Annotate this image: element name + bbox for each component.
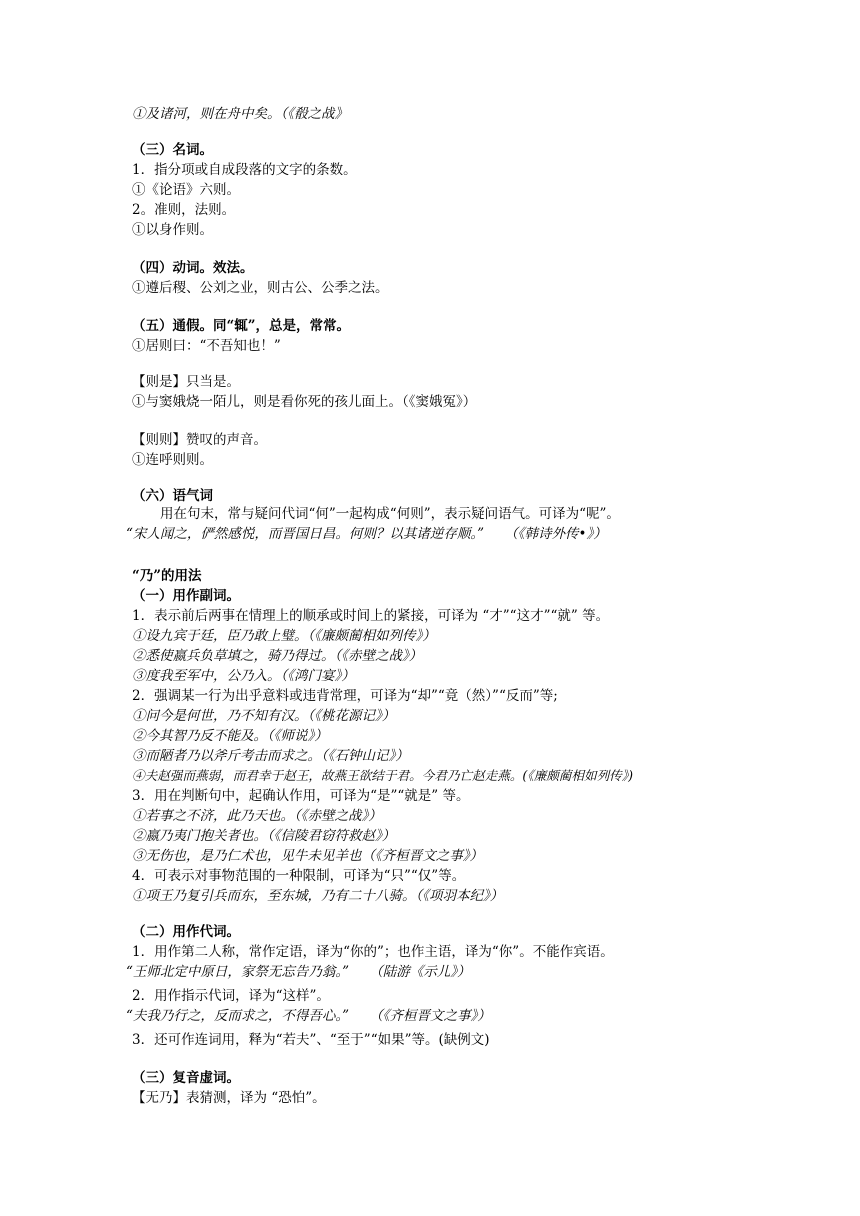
example-line: ③度我至军中，公乃入。（《鸿门宴》） [132, 668, 355, 684]
example-line: ①若事之不济，此乃天也。（《赤壁之战》） [132, 808, 382, 824]
example-line: ①以身作则。 [132, 222, 213, 238]
example-line: ①问今是何世，乃不知有汉。（《桃花源记》） [132, 708, 396, 724]
example-line: ①遵后稷、公刘之业，则古公、公季之法。 [132, 280, 389, 296]
example-line: “夫我乃行之，反而求之，不得吾心。” （《齐桓晋文之事》） [126, 1008, 491, 1024]
definition-line: 3．用在判断句中，起确认作用，可译为“是”“就是” 等。 [132, 788, 470, 804]
section-heading: （二）用作代词。 [132, 924, 240, 940]
example-line: ①及诸河，则在舟中矣。（《殽之战》 [132, 106, 348, 122]
example-line: ①项王乃复引兵而东，至东城，乃有二十八骑。（《项羽本纪》） [132, 888, 504, 904]
definition-line: 2．用作指示代词，译为“这样”。 [132, 988, 330, 1004]
example-line: ①连呼则则。 [132, 452, 213, 468]
entry-heading: 【无乃】表猜测，译为 “恐怕”。 [132, 1090, 326, 1106]
example-line: ②今其智乃反不能及。（《师说》） [132, 728, 328, 744]
example-line: ①设九宾于廷，臣乃敢上璧。（《廉颇蔺相如列传》） [132, 628, 436, 644]
section-heading: （六）语气词 [132, 488, 213, 504]
example-line: ①《论语》六则。 [132, 182, 240, 198]
example-line: “宋人闻之，俨然感悦，而晋国日昌。何则？以其诸逆存顺。” （《韩诗外传•》） [126, 526, 607, 542]
usage-title: “乃”的用法 [132, 568, 202, 584]
entry-heading: 【则则】赞叹的声音。 [132, 432, 267, 448]
example-line: “王师北定中原日，家祭无忘告乃翁。” （陆游《示儿》） [126, 964, 471, 980]
example-line: ①居则曰：“不吾知也！” [132, 338, 281, 354]
example-line: ④夫赵强而燕弱，而君幸于赵王，故燕王欲结于君。今君乃亡赵走燕。(《廉颇蔺相如列传》) [132, 768, 633, 783]
section-heading: （四）动词。效法。 [132, 260, 254, 276]
section-heading: （五）通假。同“辄”，总是，常常。 [132, 318, 351, 334]
definition-line: 1．指分项或自成段落的文字的条数。 [132, 162, 357, 178]
example-line: ②悉使嬴兵负草填之，骑乃得过。（《赤壁之战》） [132, 648, 423, 664]
definition-line: 2。准则，法则。 [132, 202, 236, 218]
example-line: ①与窦娥烧一陌儿，则是看你死的孩儿面上。（《窦娥冤》） [132, 394, 477, 410]
definition-line: 1．用作第二人称，常作定语，译为“你的”；也作主语，译为“你”。不能作宾语。 [132, 944, 614, 960]
definition-line: 4．可表示对事物范围的一种限制，可译为“只”“仅”等。 [132, 868, 466, 884]
definition-line: 用在句末，常与疑问代词“何”一起构成“何则”，表示疑问语气。可译为“呢”。 [160, 506, 620, 522]
definition-line: 3．还可作连词用，释为“若夫”、“至于”“如果”等。(缺例文) [132, 1032, 490, 1048]
section-heading: （一）用作副词。 [132, 588, 240, 604]
definition-line: 1．表示前后两事在情理上的顺承或时间上的紧接，可译为 “才”“这才”“就” 等。 [132, 608, 610, 624]
section-heading: （三）名词。 [132, 142, 213, 158]
example-line: ③而陋者乃以斧斤考击而求之。（《石钟山记》） [132, 748, 409, 764]
entry-heading: 【则是】只当是。 [132, 374, 240, 390]
section-heading: （三）复音虚词。 [132, 1070, 240, 1086]
definition-line: 2．强调某一行为出乎意料或违背常理，可译为“却”“竟（然）”“反而”等; [132, 688, 558, 704]
example-line: ③无伤也，是乃仁术也，见牛未见羊也（《齐桓晋文之事》） [132, 848, 483, 864]
example-line: ②嬴乃夷门抱关者也。（《信陵君窃符救赵》） [132, 828, 396, 844]
